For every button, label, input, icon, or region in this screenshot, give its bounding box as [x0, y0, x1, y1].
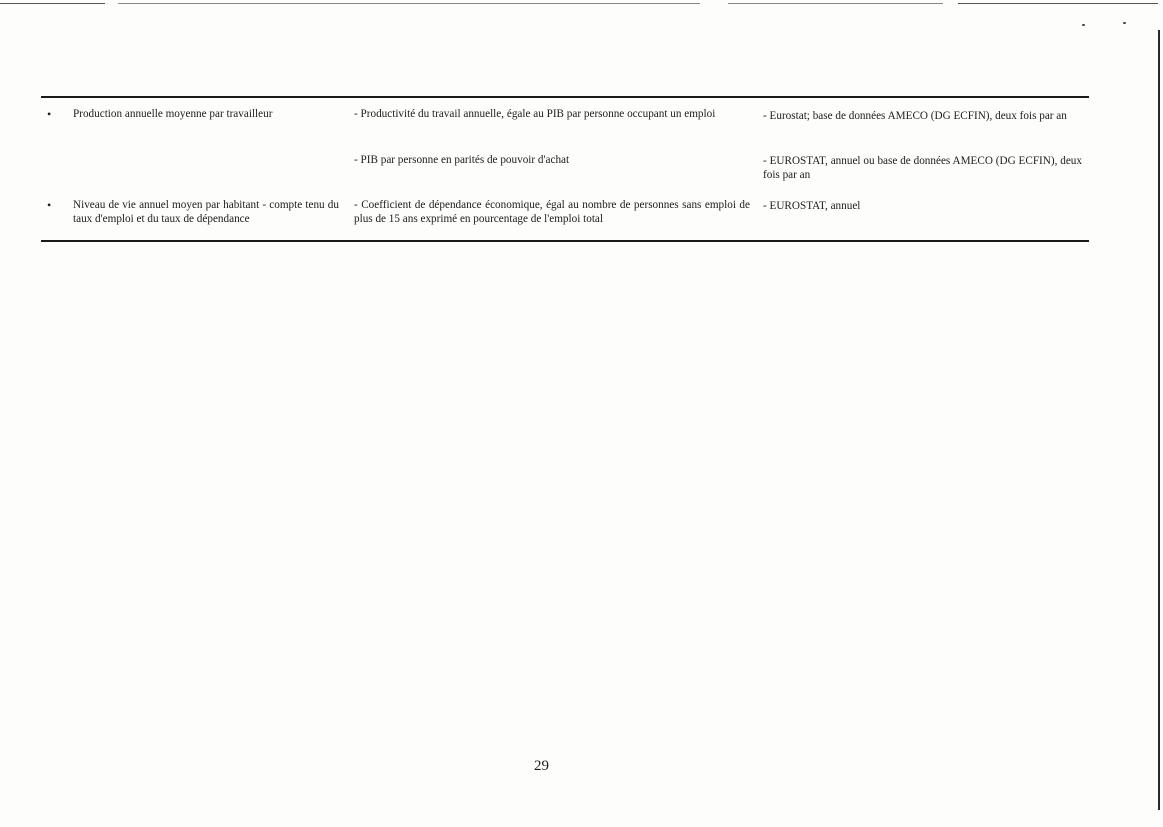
scan-artifact-line [118, 3, 700, 4]
source-cell: - EUROSTAT, annuel [763, 200, 861, 212]
definition-cell: - PIB par personne en parités de pouvoir d'achat [354, 154, 570, 166]
indicator-cell: Niveau de vie annuel moyen par habitant - compte tenu du taux d'emploi et du taux de dépendance [73, 199, 339, 225]
table-bottom-rule [41, 240, 1089, 242]
scan-artifact-dot [1082, 24, 1085, 26]
definition-cell: - Productivité du travail annuelle, égale au PIB par personne occupant un emploi [354, 108, 716, 120]
bullet-icon: • [47, 107, 52, 121]
bullet-icon: • [47, 198, 52, 212]
indicator-cell: Production annuelle moyenne par travailleur [73, 108, 273, 120]
scan-artifact-line [958, 3, 1158, 4]
definition-cell: - Coefficient de dépendance économique, égal au nombre de personnes sans emploi de plus de 15 ans exprimé en pourcentage de l'emploi total [354, 199, 750, 225]
table-top-rule [41, 96, 1089, 98]
source-cell: - EUROSTAT, annuel ou base de données AMECO (DG ECFIN), deux fois par an [763, 155, 1082, 181]
scan-page-edge [1158, 30, 1160, 810]
source-cell: - Eurostat; base de données AMECO (DG ECFIN), deux fois par an [763, 110, 1067, 122]
scan-artifact-dot [1123, 22, 1126, 24]
scan-artifact-line [0, 3, 105, 4]
scan-artifact-line [728, 3, 943, 4]
page-number: 29 [534, 758, 549, 774]
